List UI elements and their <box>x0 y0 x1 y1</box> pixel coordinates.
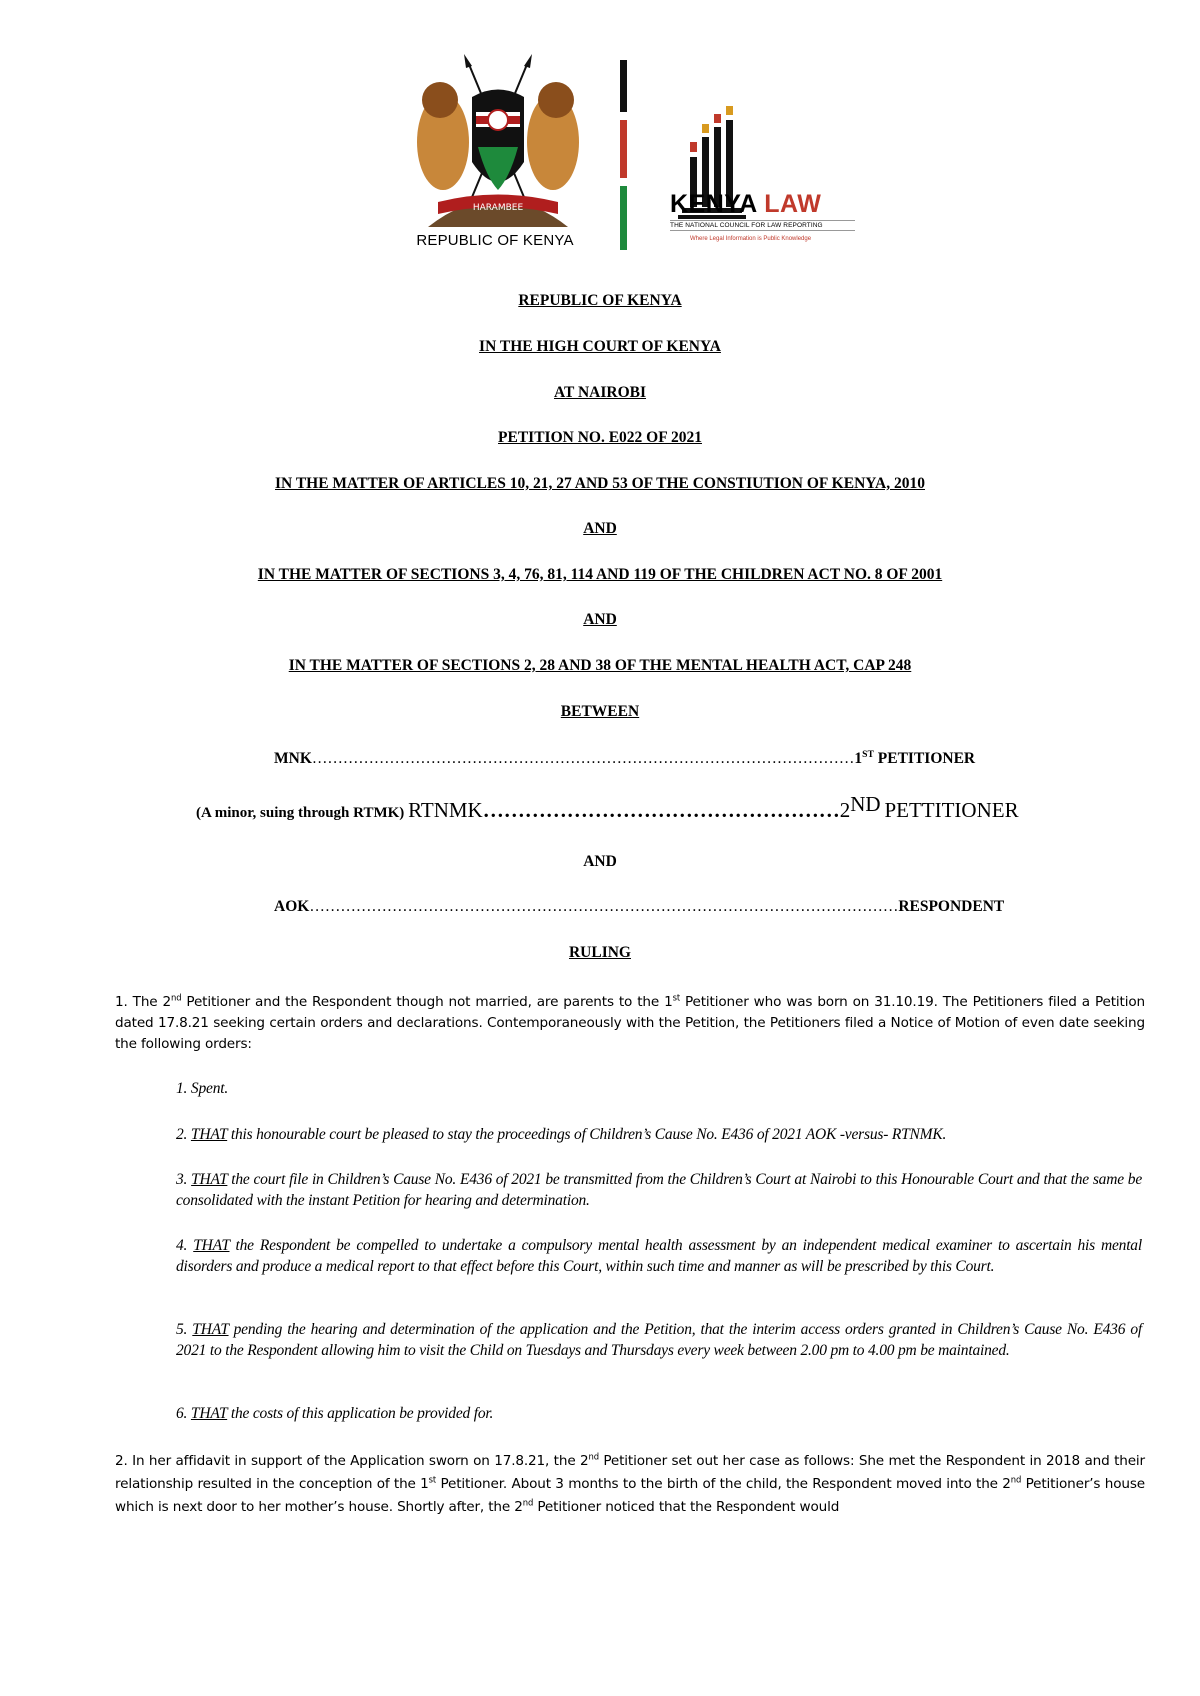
order-text: the Respondent be compelled to undertake a compulsory mental health assessment by an independent medical examiner to ascertain his mental disorders and produce a medical report to that effect before this Court, within such time and manner as will be prescribed by this Court. <box>176 1237 1142 1275</box>
kenya-law-columns-icon <box>660 82 860 262</box>
order-keyword: THAT <box>191 1171 228 1188</box>
heading-court: IN THE HIGH COURT OF KENYA <box>479 338 721 355</box>
para1-sup-b: st <box>672 992 680 1003</box>
party-2-name: RTNMK <box>408 798 483 822</box>
party-1-role: PETITIONER <box>877 750 976 767</box>
order-keyword: THAT <box>190 1405 228 1422</box>
order-num: 5. <box>176 1321 188 1338</box>
para2-text-d: Petitioner’s house which is next door to her mother’s house. Shortly after, the 2 <box>115 1476 1146 1515</box>
party-2-num: 2 <box>839 798 851 822</box>
party-2-sup: ND <box>850 791 881 816</box>
order-item <box>176 1319 1142 1361</box>
coat-motto-text: HARAMBEE <box>472 203 524 213</box>
party-2-dots: …………………………………………… <box>482 798 840 822</box>
kenya-coat-of-arms-icon <box>398 52 598 252</box>
order-num: 4. <box>176 1237 188 1254</box>
order-keyword: THAT <box>193 1237 230 1254</box>
parties-and: AND <box>583 853 617 870</box>
para2-sup-d: nd <box>522 1497 534 1508</box>
order-text: the court file in Children’s Cause No. E436 of 2021 be transmitted from the Children’s Court at Nairobi to this Honourable Court and that the same be consolidated with the instant Petition for hearing and determination. <box>176 1171 1143 1209</box>
para1-text-c: Petitioner who was born on 31.10.19. The Petitioners filed a Petition dated 17.8.21 seeking certain orders and declarations. Contemporaneously with the Petition, the Petitioners filed a Notice of Motion of even date seeking the following orders: <box>115 994 1145 1052</box>
order-num: 1. <box>176 1080 188 1097</box>
ruling-title: RULING <box>568 944 631 961</box>
kenya-law-wordmark <box>670 190 821 219</box>
heading-republic: REPUBLIC OF KENYA <box>518 292 682 309</box>
order-keyword: THAT <box>190 1126 228 1143</box>
para2-text-b: Petitioner set out her case as follows: She met the Respondent in 2018 and their relationship resulted in the conception of the 1 <box>115 1453 1145 1492</box>
order-num: 2. <box>176 1126 188 1143</box>
kenya-law-tagline: Where Legal Information is Public Knowledge <box>690 236 812 242</box>
respondent-dots: …………………………………………………………………………………………………… <box>309 898 899 915</box>
para2-text-e: Petitioner noticed that the Respondent would <box>533 1499 840 1515</box>
order-text: the costs of this application be provided for. <box>230 1405 494 1422</box>
party-1-name: MNK <box>274 750 312 767</box>
party-respondent <box>274 898 1004 916</box>
para2-sup-b: st <box>428 1474 437 1485</box>
para2-text-a: 2. In her affidavit in support of the Application sworn on 17.8.21, the 2 <box>115 1453 589 1469</box>
paragraph-2 <box>115 1450 1145 1519</box>
heading-between: BETWEEN <box>560 703 640 720</box>
para1-sup-a: nd <box>171 992 182 1003</box>
para2-sup-c: nd <box>1010 1474 1022 1485</box>
order-text: Spent. <box>190 1080 229 1097</box>
para2-text-c: Petitioner. About 3 months to the birth of the child, the Respondent moved into the 2 <box>436 1476 1011 1492</box>
heading-petition-no: PETITION NO. E022 OF 2021 <box>498 429 702 446</box>
para1-text-a: 1. The 2 <box>115 994 171 1010</box>
heading-place: AT NAIROBI <box>553 384 647 401</box>
party-2-prefix: (A minor, suing through RTMK) <box>196 805 405 821</box>
order-item <box>176 1169 1142 1211</box>
party-1-dots: …………………………………………………………………………………………… <box>311 750 855 767</box>
kenya-law-word1: KENYA <box>670 190 757 218</box>
party-1st-petitioner <box>274 750 975 768</box>
order-num: 3. <box>176 1171 188 1188</box>
order-text: this honourable court be pleased to stay the proceedings of Children’s Cause No. E436 of 2021 AOK -versus- RTNMK. <box>230 1126 947 1143</box>
header-logos <box>0 52 1200 252</box>
respondent-name: AOK <box>274 898 310 915</box>
order-item <box>176 1124 1142 1145</box>
party-2-role: PETTITIONER <box>884 798 1019 822</box>
coat-caption: REPUBLIC OF KENYA <box>416 232 574 249</box>
heading-matter-1: IN THE MATTER OF ARTICLES 10, 21, 27 AND 53 OF THE CONSTIUTION OF KENYA, 2010 <box>275 475 925 492</box>
para1-text-b: Petitioner and the Respondent though not married, are parents to the 1 <box>181 994 673 1010</box>
order-num: 6. <box>176 1405 188 1422</box>
paragraph-1 <box>115 992 1145 1055</box>
flag-color-bar <box>620 60 627 250</box>
order-item <box>176 1078 1142 1099</box>
order-item <box>176 1403 1142 1424</box>
party-1-num: 1 <box>854 750 863 767</box>
heading-matter-2: IN THE MATTER OF SECTIONS 3, 4, 76, 81, 114 AND 119 OF THE CHILDREN ACT NO. 8 OF 2001 <box>257 566 943 583</box>
order-item <box>176 1235 1142 1277</box>
party-1-sup: ST <box>862 748 874 760</box>
kenya-law-subtitle: THE NATIONAL COUNCIL FOR LAW REPORTING <box>670 220 855 231</box>
heading-and-1: AND <box>583 520 617 537</box>
respondent-role: RESPONDENT <box>898 898 1005 915</box>
para2-sup-a: nd <box>588 1451 599 1462</box>
order-keyword: THAT <box>192 1321 229 1338</box>
heading-matter-3: IN THE MATTER OF SECTIONS 2, 28 AND 38 OF THE MENTAL HEALTH ACT, CAP 248 <box>288 657 912 674</box>
heading-and-2: AND <box>583 611 617 628</box>
order-text: pending the hearing and determination of the application and the Petition, that the interim access orders granted in Children’s Cause No. E436 of 2021 to the Respondent allowing him to visit the Child on Tuesdays and Thursdays every week between 2.00 pm to 4.00 pm be maintained. <box>176 1321 1142 1359</box>
kenya-law-word2: LAW <box>764 190 822 218</box>
party-2nd-petitioner <box>196 791 1019 823</box>
